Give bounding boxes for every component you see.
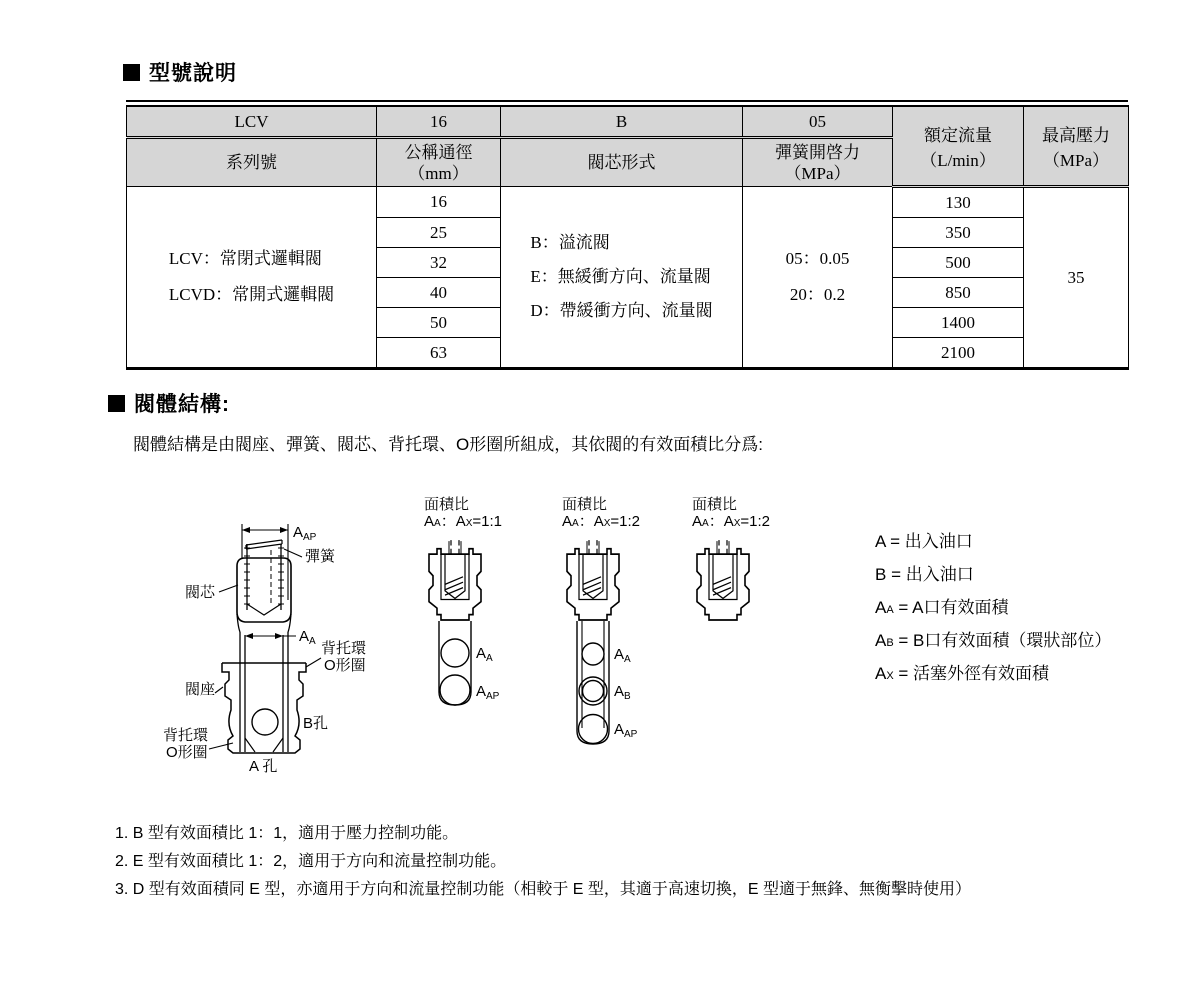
note-line-2: 2. E 型有效面積比 1：2，適用于方向和流量控制功能。: [115, 853, 507, 870]
legend-item: A = 出入油口: [875, 532, 973, 551]
header-spool: 閥芯形式: [501, 138, 743, 187]
size-cell: 40: [377, 278, 501, 308]
section-title-structure-text: 閥體結構:: [134, 393, 230, 416]
area-legend: [875, 527, 1111, 692]
black-square-icon: [108, 395, 125, 412]
model-code-table-wrap: [126, 100, 1128, 370]
back-ring-label: 背托環: [163, 727, 209, 744]
size-cell: 25: [377, 218, 501, 248]
ratio-title: 面積比 AA：AX=1:2: [562, 496, 641, 530]
back-ring-label: 背托環: [321, 640, 367, 657]
legend-item: AB = B口有效面積（環狀部位）: [875, 631, 1112, 650]
max-pressure-cell: 35: [1024, 187, 1129, 369]
size-cell: 63: [377, 338, 501, 369]
legend-item: AX = 活塞外徑有效面積: [875, 664, 1050, 683]
cartridge-diagram: [692, 537, 792, 632]
black-square-icon: [123, 64, 140, 81]
circle-label-ab: $A_B$: [614, 683, 631, 702]
size-cell: 50: [377, 308, 501, 338]
area-circle-ab-outer: [579, 677, 607, 705]
spool-cell: B：溢流閥 E：無緩衝方向、流量閥 D：帶緩衝方向、流量閥: [501, 187, 743, 369]
code-spring: 05: [743, 106, 893, 138]
flow-cell: 2100: [893, 338, 1024, 369]
cartridge-diagram: [562, 537, 667, 755]
code-row: [127, 106, 1129, 138]
area-circle-aap: [440, 675, 470, 705]
circle-label-aap: $A_{AP}$: [476, 683, 500, 702]
cartridge-diagram: [424, 537, 524, 717]
model-code-table: [126, 105, 1129, 370]
spring-cell: 05：0.05 20：0.2: [743, 187, 893, 369]
flow-cell: 1400: [893, 308, 1024, 338]
code-spool: B: [501, 106, 743, 138]
circle-label-aa: $A_A$: [614, 646, 631, 665]
flow-cell: 850: [893, 278, 1024, 308]
code-series: LCV: [127, 106, 377, 138]
a-hole-label: A 孔: [249, 758, 278, 775]
valve-cross-section-diagram: [135, 500, 410, 790]
ratio-title: 面積比 AA：AX=1:1: [424, 496, 503, 530]
ratio-diagram-1-2: [562, 496, 667, 760]
dim-label-aa: $A_A$: [299, 628, 316, 647]
ratio-title: 面積比 AA：AX=1:2: [692, 496, 771, 530]
table-row: [127, 187, 1129, 218]
section-title-model: [123, 57, 237, 87]
note-line-3: 3. D 型有效面積同 E 型，亦適用于方向和流量控制功能（相較于 E 型，其適于高速切換，E 型適于無鋒、無衡擊時使用）: [115, 881, 972, 898]
legend-item: AA = A口有效面積: [875, 598, 1009, 617]
circle-label-aa: $A_A$: [476, 645, 493, 664]
b-hole-label: B孔: [303, 715, 329, 732]
flow-cell: 130: [893, 187, 1024, 218]
area-circle-aa: [441, 639, 469, 667]
notes: [115, 820, 971, 904]
structure-description: 閥體結構是由閥座、彈簧、閥芯、背托環、O形圈所組成，其依閥的有效面積比分爲:: [133, 435, 763, 454]
spool-label: 閥芯: [185, 584, 216, 601]
b-hole-circle: [252, 709, 278, 735]
spring-label: 彈簧: [305, 548, 336, 565]
o-ring-label: O形圈: [166, 744, 208, 761]
area-circle-ab-inner: [583, 681, 604, 702]
section-title-model-text: 型號說明: [149, 62, 237, 85]
area-circle-aa: [582, 643, 604, 665]
series-cell: LCV：常閉式邏輯閥 LCVD：常開式邏輯閥: [127, 187, 377, 369]
flow-cell: 500: [893, 248, 1024, 278]
header-flow: 額定流量 （L/min）: [893, 106, 1024, 187]
size-cell: 32: [377, 248, 501, 278]
note-line-1: 1. B 型有效面積比 1：1，適用于壓力控制功能。: [115, 825, 459, 842]
dim-label-aap: $A_{AP}$: [293, 524, 317, 543]
section-title-structure: [108, 388, 230, 418]
o-ring-label: O形圈: [324, 657, 366, 674]
header-spring: 彈簧開啓力 （MPa）: [743, 138, 893, 187]
legend-item: B = 出入油口: [875, 565, 974, 584]
size-cell: 16: [377, 187, 501, 218]
flow-cell: 350: [893, 218, 1024, 248]
ratio-diagram-1-2-short: [692, 496, 792, 637]
area-circle-aap: [579, 715, 608, 744]
header-pressure: 最高壓力 （MPa）: [1024, 106, 1129, 187]
circle-label-aap: $A_{AP}$: [614, 721, 638, 740]
seat-label: 閥座: [185, 681, 216, 698]
code-size: 16: [377, 106, 501, 138]
header-series: 系列號: [127, 138, 377, 187]
header-size: 公稱通徑 （mm）: [377, 138, 501, 187]
ratio-diagram-1-1: [424, 496, 524, 722]
